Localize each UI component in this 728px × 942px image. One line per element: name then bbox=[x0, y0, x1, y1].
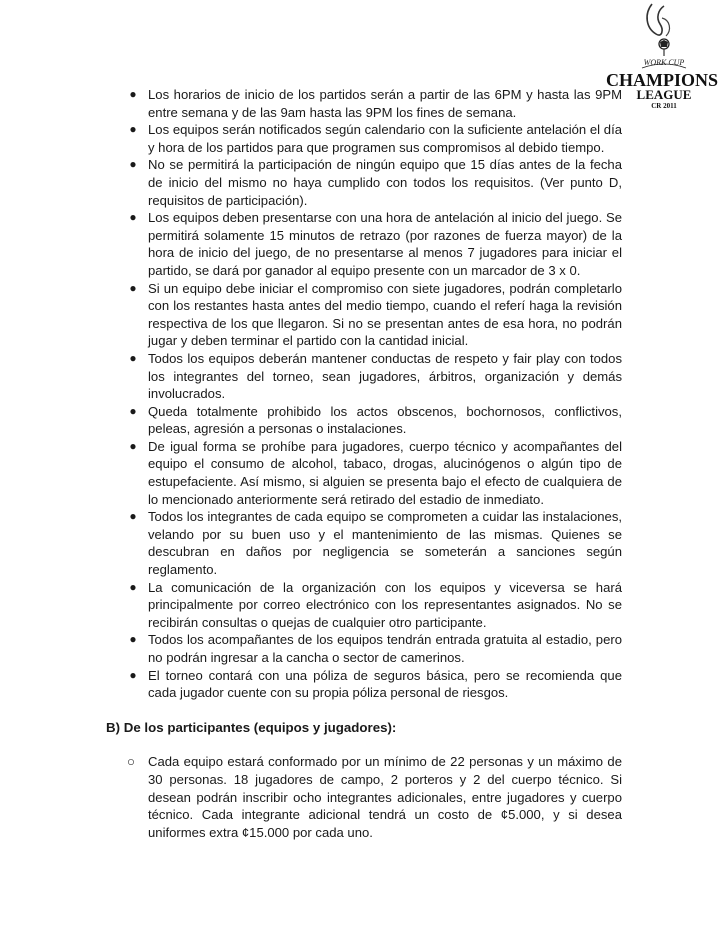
list-item-text: La comunicación de la organización con los equipos y viceversa se hará principalmente por correo electrónico con los representantes asignados. No se recibirán consultas o quejas de cualquier otro participante. bbox=[148, 579, 622, 630]
logo-top-text: WORK CUP bbox=[643, 58, 685, 67]
list-item-text: Todos los equipos deberán mantener conductas de respeto y fair play con todos los integrantes del torneo, sean jugadores, árbitros, organización y demás involucrados. bbox=[148, 350, 622, 402]
list-item-text: Si un equipo debe iniciar el compromiso con siete jugadores, podrán completarlo con los restantes hasta antes del medio tiempo, cuando el referí haga la revisión respectiva de los que llegaron. Si no se presentan antes de esa hora, no podrán jugar y deben terminar el partido con la cantidad inicial. bbox=[148, 280, 622, 349]
list-item-text: Los equipos serán notificados según calendario con la suficiente antelación el día y hora de los partidos para que programen sus compromisos al debido tiempo. bbox=[148, 122, 622, 155]
list-item bbox=[110, 350, 622, 403]
list-item-text: Todos los acompañantes de los equipos tendrán entrada gratuita al estadio, pero no podrán ingresar a la cancha o sector de camerinos. bbox=[148, 632, 622, 665]
bullet-icon: ● bbox=[129, 350, 137, 365]
bullet-icon: ● bbox=[129, 667, 137, 682]
list-item bbox=[110, 631, 622, 666]
bullet-icon: ● bbox=[129, 509, 137, 524]
logo-line1: CHAMPIONS bbox=[606, 70, 718, 90]
bullet-icon: ● bbox=[129, 438, 137, 453]
logo-line2: LEAGUE bbox=[636, 87, 692, 102]
list-item-text: De igual forma se prohíbe para jugadores, cuerpo técnico y acompañantes del equipo el consumo de alcohol, tabaco, drogas, alucinógenos o algún tipo de estupefaciente. Así mismo, si alguien se presenta bajo el efecto de cualquiera de lo mencionado anteriormente será retirado del estadio de inmediato. bbox=[148, 438, 622, 507]
list-item bbox=[110, 579, 622, 632]
list-item-text: Los horarios de inicio de los partidos serán a partir de las 6PM y hasta las 9PM entre semana y de las 9am hasta las 9PM los fines de semana. bbox=[148, 87, 622, 120]
list-item-text: Los equipos deben presentarse con una hora de antelación al inicio del juego. Se permitirá solamente 15 minutos de retrazo (por razones de fuerza mayor) de la hora de inicio del juego, de no presentarse al menos 7 jugadores para iniciar el partido, se dará por ganador al equipo presente con un marcador de 3 x 0. bbox=[148, 210, 622, 278]
trophy-logo-graphic bbox=[604, 0, 724, 112]
list-item-text: El torneo contará con una póliza de seguros básica, pero se recomienda que cada jugador cuente con su propia póliza personal de riesgos. bbox=[148, 667, 622, 701]
bullet-icon: ● bbox=[129, 632, 137, 647]
bullet-icon: ● bbox=[129, 579, 137, 594]
bullet-icon: ● bbox=[129, 210, 137, 225]
list-item bbox=[110, 667, 622, 702]
list-item-text: No se permitirá la participación de ningún equipo que 15 días antes de la fecha de inicio del mismo no haya cumplido con todos los requisitos. (Ver punto D, requisitos de participación). bbox=[148, 157, 622, 208]
list-item bbox=[110, 508, 622, 578]
champions-league-logo bbox=[604, 0, 724, 112]
section-b-heading: B) De los participantes (equipos y jugadores): bbox=[106, 719, 397, 735]
list-item bbox=[110, 86, 622, 121]
list-item-text: Queda totalmente prohibido los actos obscenos, bochornosos, conflictivos, peleas, agresión a personas o instalaciones. bbox=[148, 403, 622, 437]
bullet-icon: ● bbox=[129, 157, 137, 172]
list-item bbox=[110, 156, 622, 209]
list-item bbox=[110, 438, 622, 508]
list-item bbox=[110, 280, 622, 350]
bullet-icon: ● bbox=[129, 122, 137, 137]
bullet-icon: ● bbox=[129, 403, 137, 418]
list-item-text: Todos los integrantes de cada equipo se comprometen a cuidar las instalaciones, velando por su buen uso y el mantenimiento de las mismas. Quienes se descubran en daños por negligencia se someterán a sanciones según reglamento. bbox=[148, 509, 622, 578]
list-item bbox=[110, 753, 622, 841]
list-item bbox=[110, 209, 622, 279]
rules-list bbox=[110, 86, 622, 702]
list-item bbox=[110, 403, 622, 438]
section-b-list bbox=[110, 753, 622, 841]
list-item bbox=[110, 121, 622, 156]
bullet-icon: ● bbox=[129, 87, 137, 101]
list-item-text: Cada equipo estará conformado por un mínimo de 22 personas y un máximo de 30 personas. 18 jugadores de campo, 2 porteros y 2 del cuerpo técnico. Si desean podrán inscribir ocho integrantes adicionales, entre jugadores y cuerpo técnico. Cada integrante adicional tendrá un costo de ¢5.000, y si desea uniformes extra ¢15.000 por cada uno. bbox=[148, 754, 622, 840]
logo-line3: CR 2011 bbox=[651, 102, 677, 110]
bullet-icon: ● bbox=[129, 280, 137, 295]
document-body bbox=[106, 86, 622, 841]
hollow-bullet-icon: ○ bbox=[127, 754, 135, 770]
